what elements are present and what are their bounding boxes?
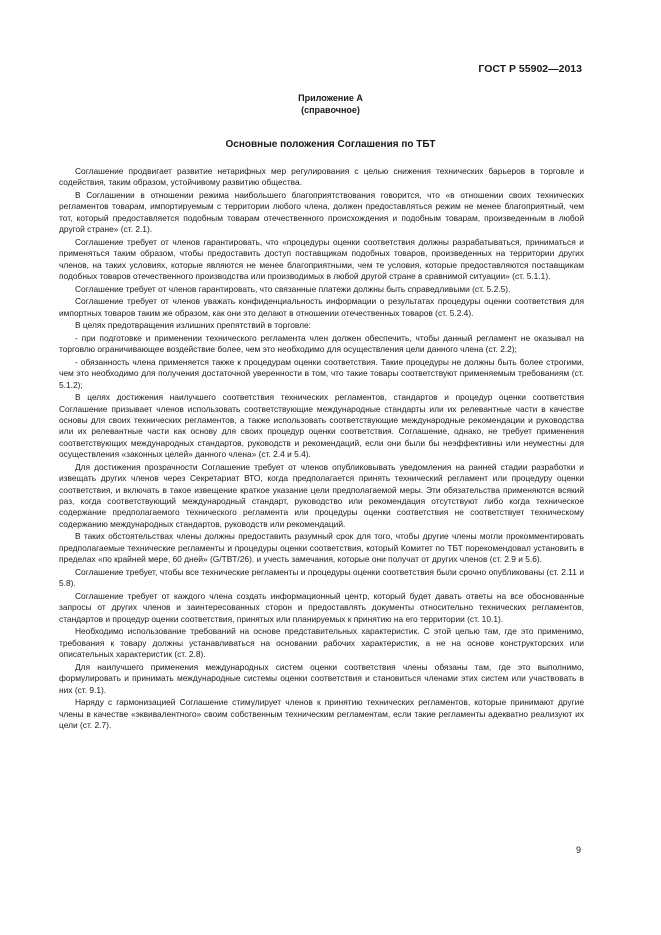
page-number: 9 [575,845,581,855]
paragraph: Соглашение продвигает развитие нетарифных мер регулирования с целью снижения технических барьеров в торговле и содействия, таким образом, устойчивому развитию общества. [59,166,584,188]
appendix-heading [0,92,661,116]
standard-code: ГОСТ Р 55902—2013 [478,63,582,75]
paragraph: Наряду с гармонизацией Соглашение стимулирует членов к принятию технических регламентов, которые принимают другие члены в качестве «эквивалентного» своим собственным техническим регламентам, если такие регламенты адекватно реализуют их цели (ст. 2.7). [59,697,584,730]
document-body [59,166,584,733]
paragraph: Необходимо использование требований на основе представительных характеристик. С этой целью там, где это применимо, требования к товару должны устанавливаться на основании рабочих характеристик, а не на основе конструкторских или описательных характеристик (ст. 2.8). [59,626,584,660]
page-title: Основные положения Соглашения по ТБТ [225,139,436,150]
paragraph: Соглашение требует от членов гарантировать, что связанные платежи должны быть справедливыми (ст. 5.2.5). [75,283,511,294]
paragraph: В Соглашении в отношении режима наибольшего благоприятствования говорится, что «в отношении своих технических регламентов товарам, импортируемым с территории любого члена, должен предоставляться режим не менее благоприятный, чем тот, который предоставляется подобным товарам отечественного происхождения и подобным товарам, произведенным в любой другой стране» (ст. 2.1). [59,190,584,235]
paragraph: Соглашение требует от членов уважать конфиденциальность информации о результатах процедуры оценки соответствия для импортных товаров таким же образом, как они это делают в отношении отечественных товаров (ст. 5.2.4). [59,296,584,318]
list-item: - при подготовке и применении технического регламента член должен обеспечить, чтобы данный регламент не оказывал на торговлю ограничивающее воздействие более, чем это необходимо для осуществления цели данного члена (ст. 2.2); [59,332,584,355]
paragraph: В таких обстоятельствах члены должны предоставить разумный срок для того, чтобы другие члены могли прокомментировать предполагаемые технические регламенты и процедуры оценки соответствия, который Комитет по ТБТ порекомендовал установить в пределах «по крайней мере, 60 дней» (G/TBT/26). и учесть замечания, которые они получат от других членов (ст. 2.9 и 5.6). [59,531,584,565]
paragraph: В целях предотвращения излишних препятствий в торговле: [75,320,312,331]
appendix-type: (справочное) [301,105,360,115]
paragraph: Соглашение требует от членов гарантировать, что «процедуры оценки соответствия должны разрабатываться, приниматься и применяться таким образом, чтобы предоставить доступ поставщикам подобных товаров, произведенных на территории других членов, на таких условиях, которые являются не менее благоприятными, чем те условия, которые предоставляются поставщикам подобных товаров отечественного производства или производимых в любой другой стране в сравнимой ситуации» (ст. 5.1.1). [59,236,584,282]
paragraph: Соглашение требует от каждого члена создать информационный центр, который будет давать ответы на все обоснованные запросы от других членов и заинтересованных сторон и предоставлять документы относительно технических регламентов, стандартов и процедур оценки соответствия, принятых или планируемых к принятию на его территории (ст. 10.1). [59,590,584,624]
paragraph: Для достижения прозрачности Соглашение требует от членов опубликовывать уведомления на ранней стадии разработки и извещать других членов через Секретариат ВТО, когда предполагается принять технический регламент или процедуру оценки соответствия, и включать в такое извещение краткое указание цели предполагаемой меры. Эти обязательства применяются всякий раз, когда соответствующий международный стандарт, руководство или рекомендация отсутствуют либо когда техническое содержание предполагаемого технического регламента или процедуры оценки соответствия не соответствует техническому содержанию международных стандартов, руководств или рекомендаций. [59,461,584,529]
paragraph: В целях достижения наилучшего соответствия технических регламентов, стандартов и процедур оценки соответствия Соглашение призывает членов использовать соответствующие международные стандарты или их релевантные части в качестве основы для своих технических регламентов, а также использовать соответствующие международные рекомендации и руководства или их релевантные части как основу для своих процедур оценки соответствия. Соглашение, однако, не требует применения соответствующих международных стандартов, руководств и рекомендаций, если они были бы неэффективны или неуместны для осуществления «законных целей» данного члена» (ст. 2.4 и 5.4). [59,392,584,460]
paragraph: Соглашение требует, чтобы все технические регламенты и процедуры оценки соответствия были срочно опубликованы (ст. 2.11 и 5.8). [59,566,584,589]
appendix-label: Приложение А [298,93,363,103]
list-item: - обязанность члена применяется также к процедурам оценки соответствия. Такие процедуры не должны быть более строгими, чем это необходимо для получения достаточной уверенности в том, что такие товары соответствуют применяемым требованиям (ст. 5.1.2); [59,356,584,390]
paragraph: Для наилучшего применения международных систем оценки соответствия члены обязаны там, где это выполнимо, формулировать и принимать международные системы оценки соответствия и становиться членами этих систем или участвовать в них (ст. 9.1). [59,661,584,695]
